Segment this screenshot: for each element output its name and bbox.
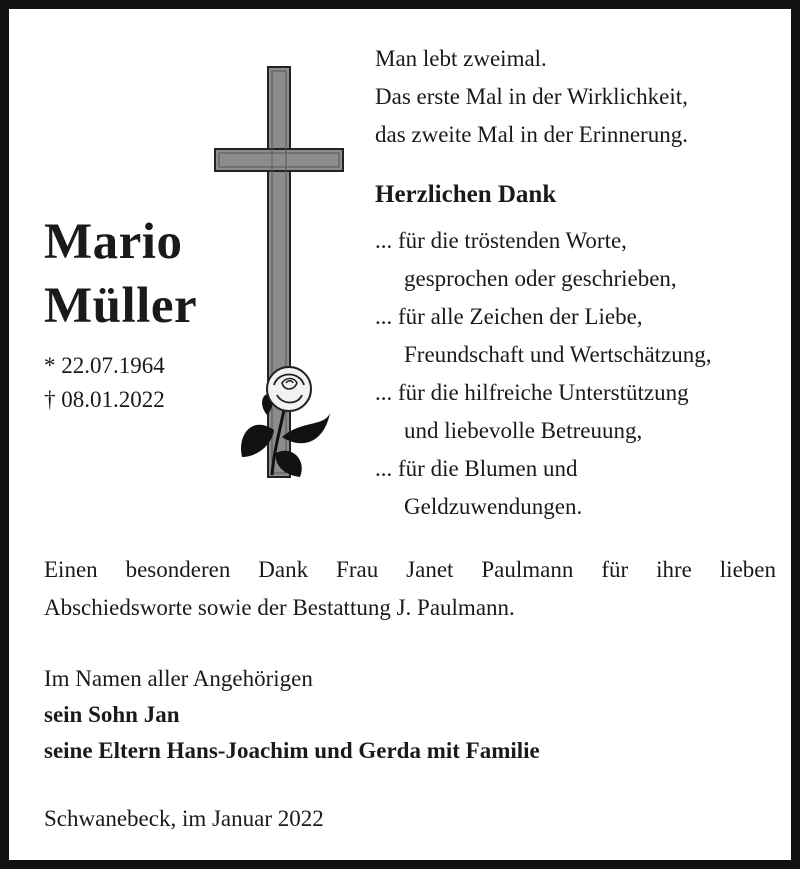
cross-with-rose-icon — [212, 65, 347, 483]
place-and-date: Schwanebeck, im Januar 2022 — [44, 806, 324, 831]
special-thanks-line: Abschiedsworte sowie der Bestattung J. Paulmann. — [44, 595, 515, 620]
signature-son: sein Sohn Jan — [44, 702, 180, 727]
life-dates — [44, 349, 165, 417]
thanks-title: Herzlichen Dank — [375, 181, 557, 208]
memorial-quote — [375, 40, 688, 154]
last-name: Müller — [44, 278, 198, 334]
thanks-list — [375, 222, 712, 526]
quote-line: das zweite Mal in der Erinnerung. — [375, 122, 688, 147]
thanks-item: ... für die Blumen und — [375, 456, 578, 481]
thanks-item-continued: gesprochen oder geschrieben, — [404, 266, 677, 291]
quote-line: Das erste Mal in der Wirklichkeit, — [375, 84, 688, 109]
thanks-item-continued: Freundschaft und Wertschätzung, — [404, 342, 712, 367]
thanks-item: ... für die hilfreiche Unterstützung — [375, 380, 689, 405]
quote-line: Man lebt zweimal. — [375, 46, 547, 71]
birth-date: * 22.07.1964 — [44, 353, 165, 378]
special-thanks-paragraph — [44, 551, 776, 627]
signature-block — [44, 661, 540, 769]
first-name: Mario — [44, 214, 183, 270]
signature-parents: seine Eltern Hans-Joachim und Gerda mit Familie — [44, 738, 540, 763]
thanks-item-continued: Geldzuwendungen. — [404, 494, 583, 519]
signature-intro: Im Namen aller Angehörigen — [44, 666, 313, 691]
special-thanks-line: Einen besonderen Dank Frau Janet Paulmann für ihre lieben — [44, 557, 776, 582]
thanks-item: ... für die tröstenden Worte, — [375, 228, 627, 253]
death-date: † 08.01.2022 — [44, 387, 165, 412]
deceased-name — [44, 210, 197, 338]
thanks-item-continued: und liebevolle Betreuung, — [404, 418, 643, 443]
thanks-item: ... für alle Zeichen der Liebe, — [375, 304, 643, 329]
